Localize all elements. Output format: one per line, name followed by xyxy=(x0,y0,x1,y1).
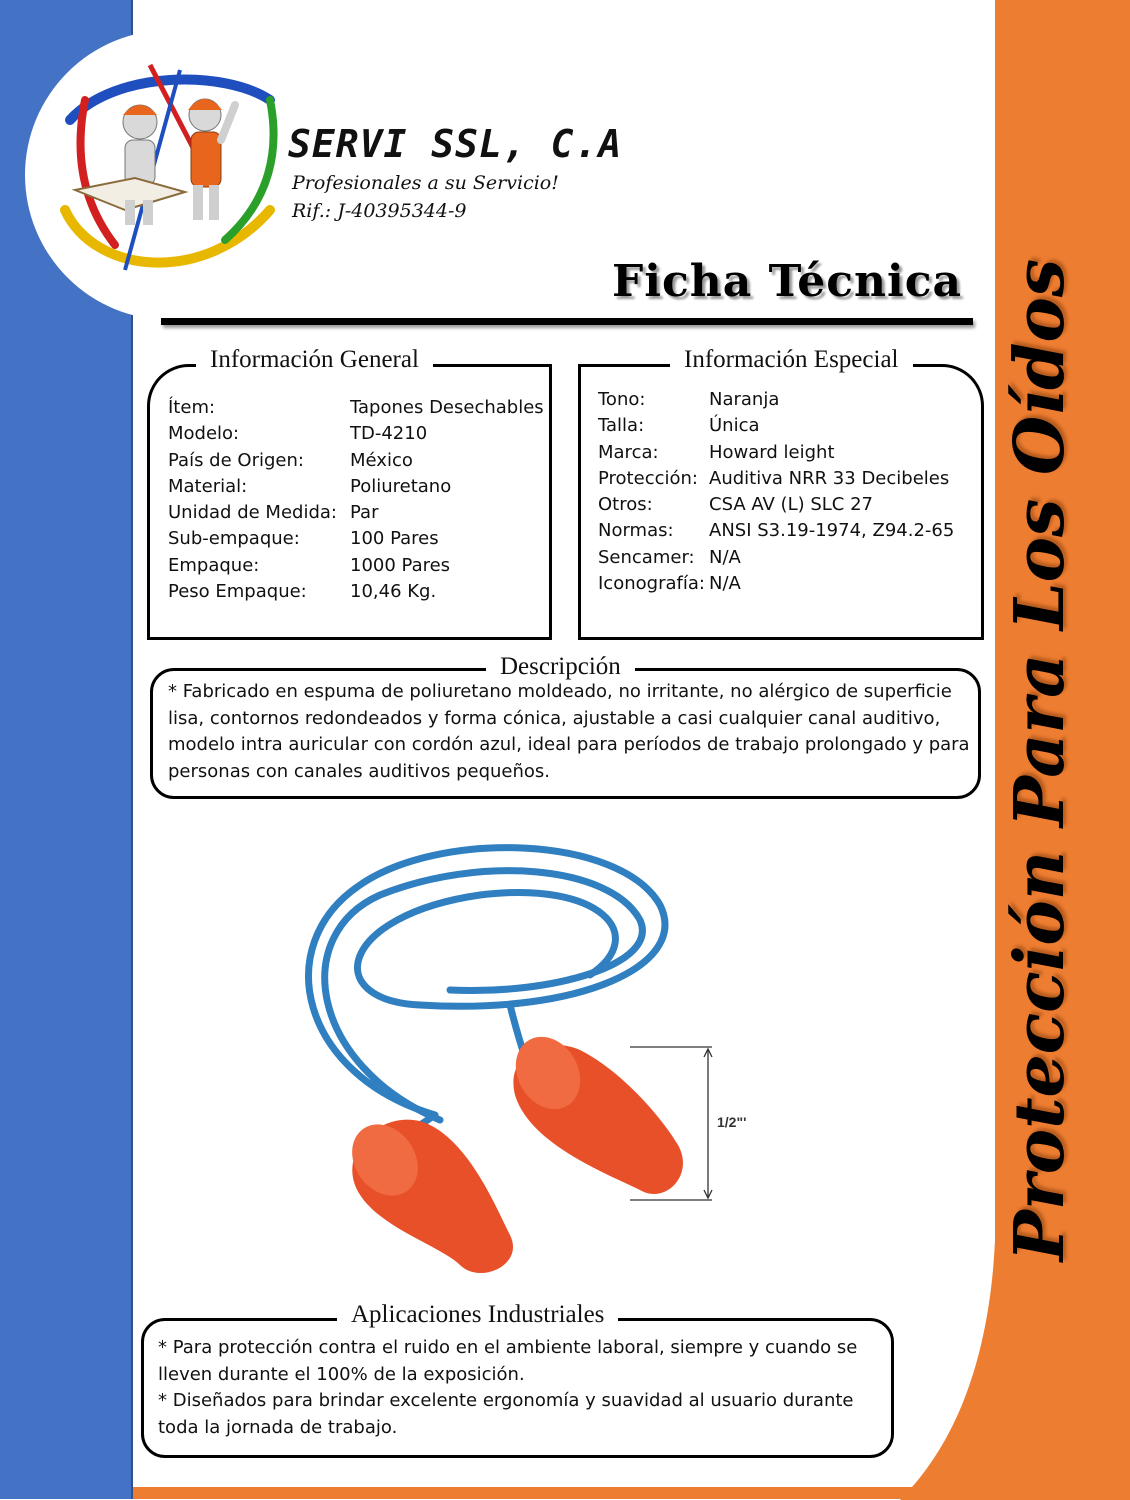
bottom-orange-strip xyxy=(133,1487,1130,1499)
description-label: Descripción xyxy=(486,652,635,682)
field-label: Empaque: xyxy=(168,554,260,576)
special-info-row xyxy=(598,413,954,439)
general-info-row xyxy=(168,526,544,552)
company-rif: Rif.: J-40395344-9 xyxy=(292,200,467,222)
field-value: México xyxy=(350,449,413,471)
field-label: Normas: xyxy=(598,520,674,542)
field-value: ANSI S3.19-1974, Z94.2-65 xyxy=(709,520,955,542)
general-info-row xyxy=(168,553,544,579)
field-value: Poliuretano xyxy=(350,475,452,497)
applications-line: lleven durante el 100% de la exposición. xyxy=(158,1363,525,1385)
field-value: Howard leight xyxy=(709,441,835,463)
field-value: 1000 Pares xyxy=(350,554,451,576)
description-line: personas con canales auditivos pequeños. xyxy=(168,760,551,782)
general-info-row xyxy=(168,579,544,605)
earplug-left xyxy=(339,1112,513,1273)
field-label: Protección: xyxy=(598,467,698,489)
side-banner-text: Protección Para Los Oídos xyxy=(1000,258,1080,1262)
product-image xyxy=(280,825,780,1285)
earplug-right xyxy=(503,1025,683,1194)
general-info-row xyxy=(168,421,544,447)
field-value: N/A xyxy=(709,546,741,568)
applications-line: * Diseñados para brindar excelente ergonomía y suavidad al usuario durante xyxy=(158,1390,854,1411)
special-info-row xyxy=(598,545,954,571)
applications-line: toda la jornada de trabajo. xyxy=(158,1416,398,1438)
general-info-list xyxy=(168,395,544,605)
page-title: Ficha Técnica xyxy=(612,256,963,307)
company-name: SERVI SSL, C.A xyxy=(288,122,623,166)
special-info-row xyxy=(598,387,954,413)
title-divider xyxy=(161,318,973,325)
field-value: Tapones Desechables xyxy=(350,397,544,418)
field-value: TD-4210 xyxy=(350,423,428,445)
orange-corner-curve xyxy=(900,1240,1130,1500)
field-label: Modelo: xyxy=(168,423,240,445)
field-label: País de Origen: xyxy=(168,449,304,471)
dimension-label: 1/2"' xyxy=(717,1114,747,1130)
description-line: * Fabricado en espuma de poliuretano moldeado, no irritante, no alérgico de superficie xyxy=(168,681,952,702)
special-info-row xyxy=(598,518,954,544)
field-value: CSA AV (L) SLC 27 xyxy=(709,494,874,516)
company-slogan: Profesionales a su Servicio! xyxy=(292,172,559,194)
company-logo xyxy=(55,60,285,280)
applications-text xyxy=(158,1335,888,1441)
special-info-label: Información Especial xyxy=(670,345,913,375)
field-value: Única xyxy=(709,415,760,437)
field-label: Material: xyxy=(168,475,248,497)
special-info-row xyxy=(598,440,954,466)
field-value: 10,46 Kg. xyxy=(350,581,437,603)
field-label: Tono: xyxy=(598,389,646,410)
description-line: lisa, contornos redondeados y forma cónica, ajustable a casi cualquier canal auditivo, xyxy=(168,707,941,729)
field-label: Talla: xyxy=(598,415,645,437)
field-value: 100 Pares xyxy=(350,528,439,550)
field-label: Sub-empaque: xyxy=(168,528,300,550)
special-info-list xyxy=(598,387,954,597)
general-info-row xyxy=(168,448,544,474)
field-label: Otros: xyxy=(598,494,653,516)
applications-line: * Para protección contra el ruido en el ambiente laboral, siempre y cuando se xyxy=(158,1337,858,1358)
field-label: Marca: xyxy=(598,441,659,463)
special-info-row xyxy=(598,571,954,597)
general-info-label: Información General xyxy=(196,345,433,375)
field-value: N/A xyxy=(709,573,741,595)
applications-label: Aplicaciones Industriales xyxy=(337,1300,618,1330)
special-info-row xyxy=(598,466,954,492)
general-info-row xyxy=(168,500,544,526)
description-line: modelo intra auricular con cordón azul, ideal para períodos de trabajo prolongado y para xyxy=(168,734,970,755)
field-label: Unidad de Medida: xyxy=(168,502,337,524)
field-value: Auditiva NRR 33 Decibeles xyxy=(709,467,950,489)
general-info-row xyxy=(168,395,544,421)
field-label: Iconografía: xyxy=(598,573,705,595)
general-info-row xyxy=(168,474,544,500)
field-value: Par xyxy=(350,502,379,524)
field-label: Ítem: xyxy=(168,397,216,418)
field-label: Peso Empaque: xyxy=(168,581,307,603)
description-text xyxy=(168,679,974,785)
field-label: Sencamer: xyxy=(598,546,695,568)
special-info-row xyxy=(598,492,954,518)
field-value: Naranja xyxy=(709,389,780,410)
